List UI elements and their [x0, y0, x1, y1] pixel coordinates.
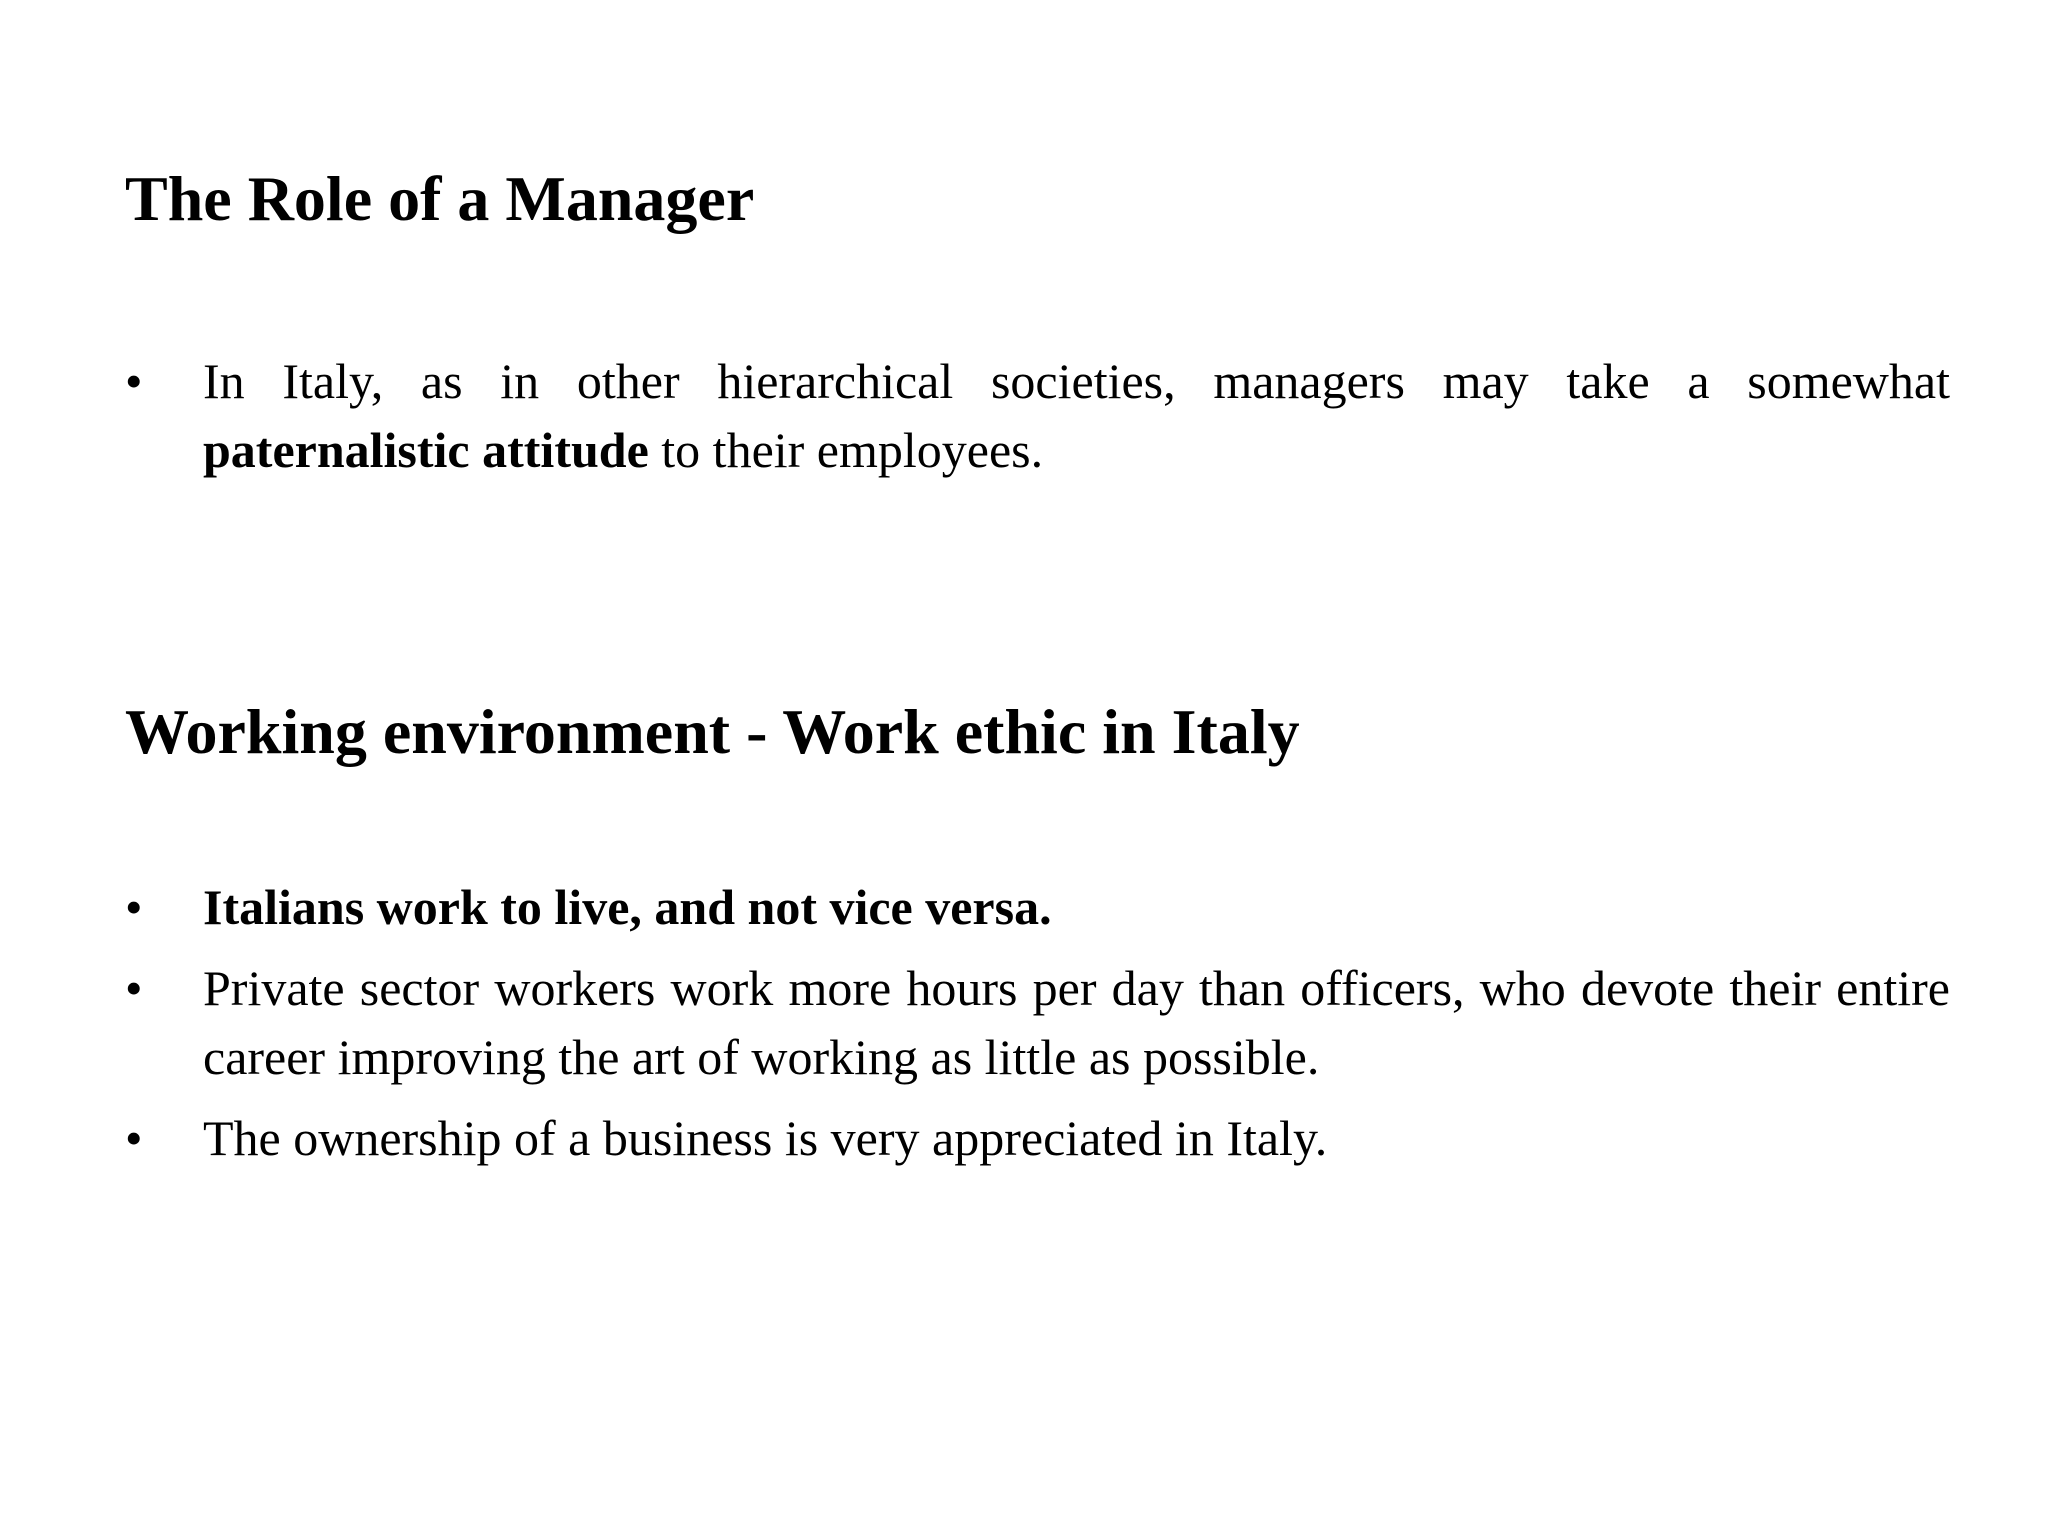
bullet-text: The ownership of a business is very appreciated in Italy. [203, 1110, 1328, 1166]
bullet-marker: • [125, 960, 143, 1016]
bullet-marker: • [125, 879, 143, 935]
bullet-text-emphasis: Italians work to live, and not vice versa. [203, 879, 1052, 935]
bullet-item [125, 1104, 1950, 1173]
bullet-marker: • [125, 1110, 143, 1166]
bullet-text: Private sector workers work more hours per day than officers, who devote their entire career improving the art of working as little as possible. [203, 960, 1950, 1085]
bullet-item [125, 347, 1950, 485]
bullet-text: to their employees. [648, 422, 1044, 478]
bullet-item [125, 954, 1950, 1092]
bullet-item [125, 873, 1950, 942]
section-heading-manager-role: The Role of a Manager [125, 163, 755, 234]
bullet-text: In Italy, as in other hierarchical societies, managers may take a somewhat [203, 353, 1950, 409]
bullet-list-manager-role [125, 347, 1950, 497]
bullet-text-emphasis: paternalistic attitude [203, 422, 649, 478]
bullet-marker: • [125, 353, 143, 409]
bullet-list-work-ethic [125, 873, 1950, 1185]
section-heading-work-ethic: Working environment - Work ethic in Italy [125, 696, 1300, 767]
